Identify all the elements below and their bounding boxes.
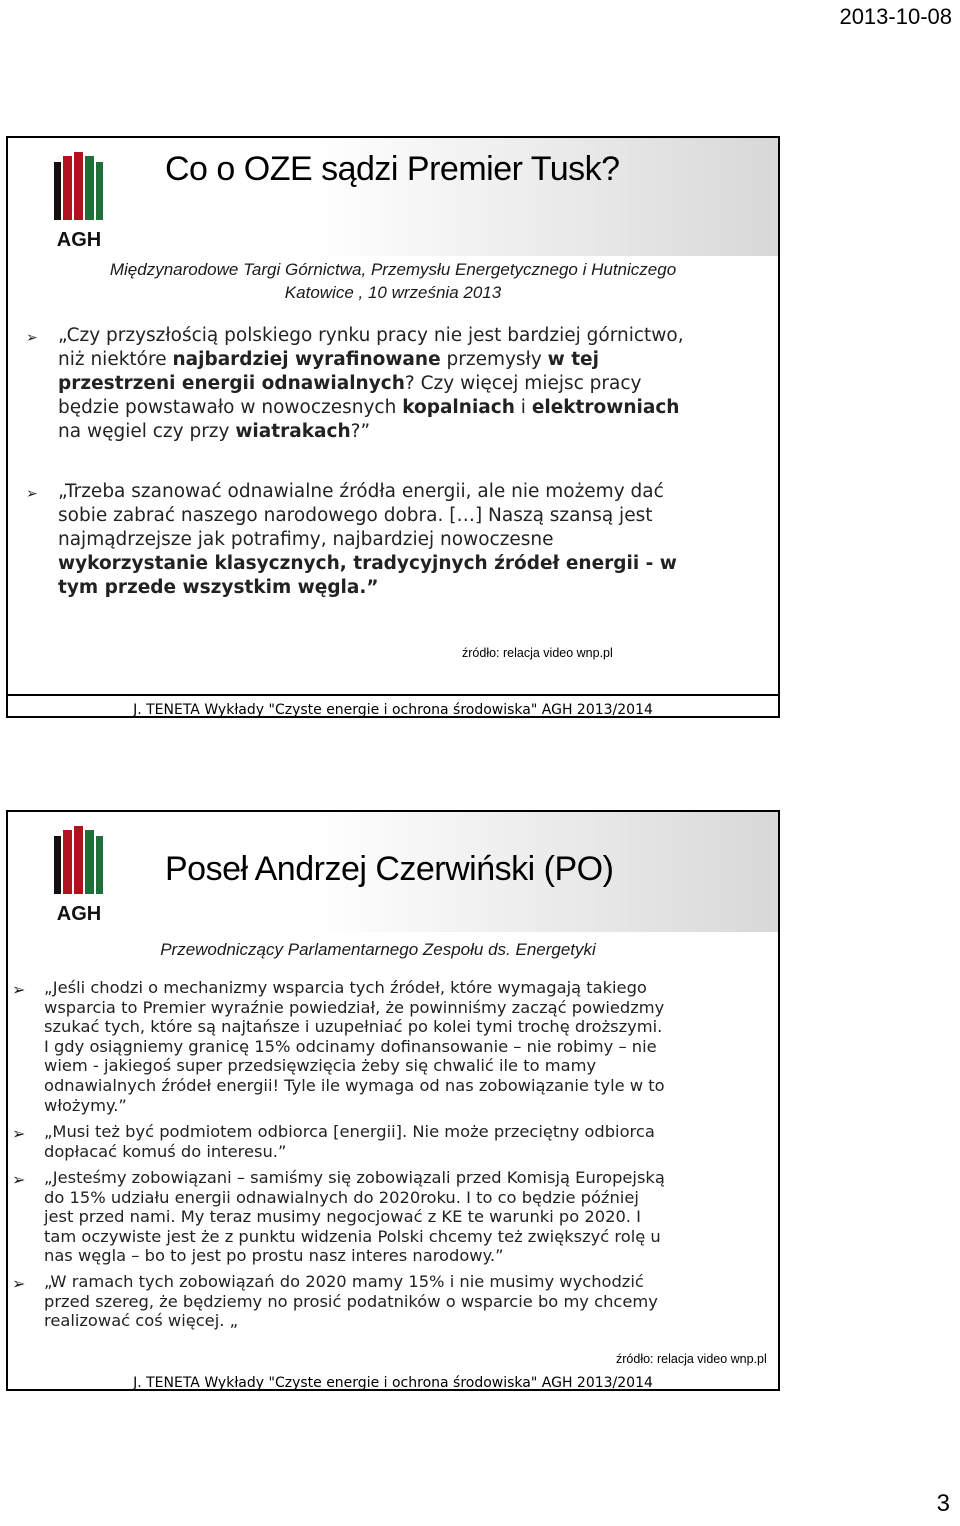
slide-1 [6, 136, 780, 718]
source-note: źródło: relacja video wnp.pl [462, 646, 613, 660]
arrow-bullet-icon: ➢ [12, 1274, 26, 1293]
page-number: 3 [936, 1490, 950, 1517]
quote-line: realizować coś więcej. „ [44, 1311, 239, 1331]
quote-line: będzie powstawało w nowoczesnych kopalniach i elektrowniach [58, 397, 680, 418]
quote-line: tam oczywiste jest że z punktu widzenia Polski chcemy też zwiększyć rolę u [44, 1226, 661, 1246]
quote-line: „Jeśli chodzi o mechanizmy wsparcia tych źródeł, które wymagają takiego [44, 978, 647, 997]
svg-text:AGH: AGH [56, 903, 102, 925]
source-note: źródło: relacja video wnp.pl [616, 1352, 767, 1366]
quote-bullet [26, 480, 756, 600]
agh-logo-icon [46, 152, 116, 252]
quote-line: „Trzeba szanować odnawialne źródła energii, ale nie możemy dać [58, 481, 664, 502]
quote-line: najmądrzejsze jak potrafimy, najbardziej nowoczesne [58, 529, 554, 550]
quote-bullet [12, 978, 762, 1115]
arrow-bullet-icon: ➢ [12, 1124, 26, 1143]
slide-header [8, 812, 778, 932]
quote-line: „Czy przyszłością polskiego rynku pracy nie jest bardziej górnictwo, [58, 325, 684, 346]
quote-line: sobie zabrać naszego narodowego dobra. […] Naszą szansą jest [58, 505, 653, 526]
slide-subtitle [8, 258, 778, 304]
quote-line: na węgiel czy przy wiatrakach?” [58, 421, 371, 442]
quote-line: tym przede wszystkim węgla.” [58, 577, 379, 598]
slide-title: Poseł Andrzej Czerwiński (PO) [165, 850, 614, 888]
quote-line: jest przed nami. My teraz musimy negocjować z KE te warunki po 2020. I [44, 1207, 641, 1227]
slide-header [8, 138, 778, 256]
arrow-bullet-icon: ➢ [26, 330, 38, 346]
slide-title: Co o OZE sądzi Premier Tusk? [165, 150, 620, 188]
slide-2 [6, 810, 780, 1391]
quote-line: nas węgla – bo to jest po prostu nasz interes narodowy.” [44, 1246, 504, 1266]
slide-footer: J. TENETA Wykłady "Czyste energie i ochrona środowiska" AGH 2013/2014 [133, 1375, 653, 1391]
arrow-bullet-icon: ➢ [26, 486, 38, 502]
quote-line: wiem - jakiegoś super przedsięwzięcia żeby się chwalić ile to mamy [44, 1056, 597, 1076]
subtitle-line: Katowice , 10 września 2013 [284, 283, 502, 302]
quote-line: do 15% udziału energii odnawialnych do 2020roku. I to co będzie później [44, 1187, 639, 1207]
quote-line: niż niektóre najbardziej wyrafinowane przemysły w tej [58, 349, 599, 370]
quote-bullet [12, 1168, 762, 1266]
arrow-bullet-icon: ➢ [12, 980, 26, 999]
quote-line: „Musi też być podmiotem odbiorca [energii]. Nie może przeciętny odbiorca [44, 1122, 655, 1141]
quote-line: przed szereg, że będziemy no prosić podatników o wsparcie bo my chcemy [44, 1291, 658, 1311]
quote-line: wsparcia to Premier wyraźnie powiedział, że powinniśmy zacząć powiedzmy [44, 997, 665, 1017]
quote-bullet [26, 324, 756, 444]
quote-line: dopłacać komuś do interesu.” [44, 1141, 287, 1161]
quote-line: „W ramach tych zobowiązań do 2020 mamy 15% i nie musimy wychodzić [44, 1272, 644, 1291]
slide-subtitle: Przewodniczący Parlamentarnego Zespołu ds. Energetyki [160, 940, 596, 959]
page-date: 2013-10-08 [839, 4, 952, 29]
quote-line: włożymy.” [44, 1095, 127, 1115]
arrow-bullet-icon: ➢ [12, 1170, 26, 1189]
subtitle-line: Międzynarodowe Targi Górnictwa, Przemysłu Energetycznego i Hutniczego [109, 260, 677, 279]
svg-text:AGH: AGH [56, 229, 102, 251]
quote-line: „Jesteśmy zobowiązani – samiśmy się zobowiązali przed Komisją Europejską [44, 1168, 665, 1187]
agh-logo-icon [46, 826, 116, 926]
quote-bullet [12, 1272, 762, 1331]
quote-line: wykorzystanie klasycznych, tradycyjnych źródeł energii - w [58, 553, 677, 574]
footer-divider [8, 694, 778, 696]
slide-footer: J. TENETA Wykłady "Czyste energie i ochrona środowiska" AGH 2013/2014 [133, 702, 653, 718]
quote-line: szukać tych, które są najtańsze i uzupełniać po kolei tymi trochę droższymi. [44, 1017, 663, 1037]
quote-line: I gdy osiągniemy granicę 15% odcinamy dofinansowanie – nie robimy – nie [44, 1036, 657, 1056]
quote-line: przestrzeni energii odnawialnych? Czy więcej miejsc pracy [58, 373, 642, 394]
quote-bullet [12, 1122, 762, 1161]
quote-line: odnawialnych źródeł energii! Tyle ile wymaga od nas zobowiązanie tyle w to [44, 1075, 665, 1095]
